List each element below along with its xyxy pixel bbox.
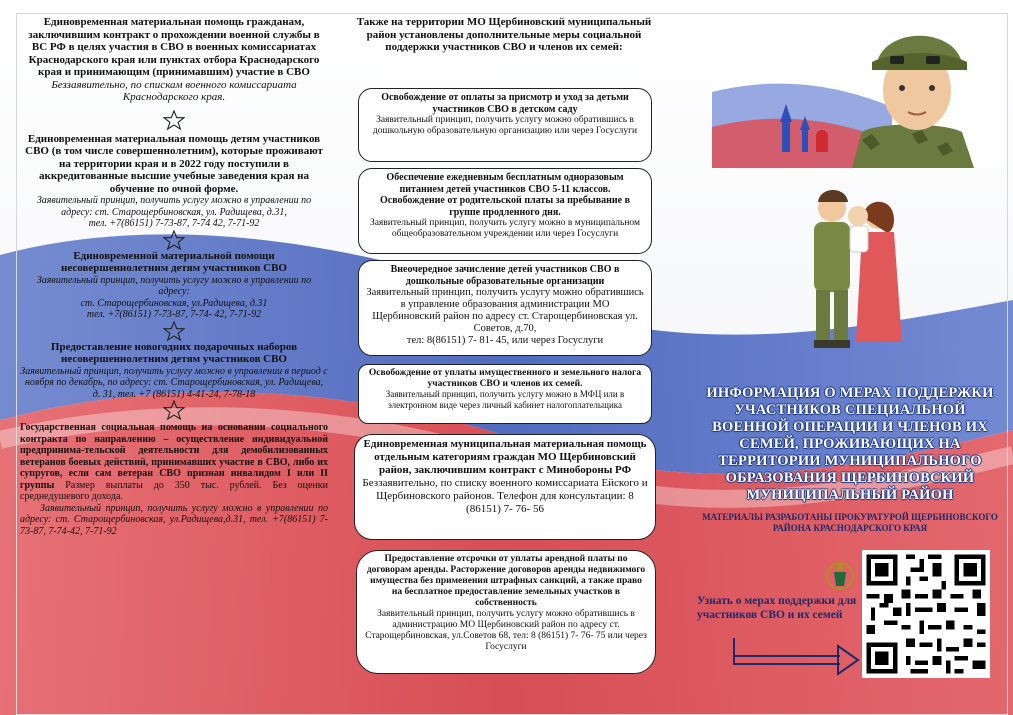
qr-code[interactable] [862, 550, 990, 678]
box6-title: Предоставление отсрочки от уплаты арендной платы по договорам аренды. Расторжение договоров аренды недвижимого имущества без применения штрафных санкций, а также право на бесплатное предоставление земельных участков в собственность [366, 554, 646, 608]
support-box-3 [358, 260, 652, 356]
box1-title: Освобождение от оплаты за присмотр и уход за детьми участников СВО в детском саду [381, 92, 629, 115]
block3-title: Единовременной материальной помощи несовершеннолетним детям участников СВО [61, 249, 287, 274]
block3-address: ст. Старощербиновская, ул.Радищева, д.31 [80, 297, 268, 309]
block2-note: Заявительный принцип, получить услугу можно в управлении по адресу: ст. Старощербиновская, ул. Радищева, д.31, [36, 195, 312, 218]
main-title: ИНФОРМАЦИЯ О МЕРАХ ПОДДЕРЖКИ УЧАСТНИКОВ СПЕЦИАЛЬНОЙ ВОЕННОЙ ОПЕРАЦИИ И ЧЛЕНОВ ИХ СЕМЕЙ, ПРОЖИВАЮЩИХ НА ТЕРРИТОРИИ МУНИЦИПАЛЬНОГО ОБРАЗОВАНИЯ ЩЕРБИНОВСКИЙ МУНИЦИПАЛЬНЫЙ РАЙОН [706, 385, 994, 503]
block3-note: Заявительный принцип, получить услугу можно в управлении по адресу: [36, 274, 312, 297]
block3-phone: тел. +7(86151) 7-73-87, 7-74- 42, 7-71-92 [86, 309, 262, 320]
box1-desc: Заявительный принцип, получить услугу можно обратившись в дошкольную образовательную организацию или через Госуслуги [372, 115, 638, 136]
box3-title: Внеочередное зачисление детей участников СВО в дошкольные образовательные организации [390, 264, 620, 287]
family-illustration [770, 172, 950, 352]
support-box-2 [358, 168, 652, 254]
star-icon [163, 400, 185, 420]
block5-text [20, 422, 328, 503]
box3-desc: Заявительный принцип, получить услугу можно обратившись в управление образования администрации МО Щербиновский район по адресу ст. Старощербиновская ул. Советов, д.70, [366, 287, 644, 334]
box3-phone: тел: 8(86151) 7- 81- 45, или через Госуслуги [406, 335, 604, 346]
column-2 [345, 16, 663, 54]
box5-desc: Беззаявительно, по списку военного комиссариата Ейского и Щербиновского районов. Телефон для консультации: 8 (86151) 7- 76- 56 [362, 477, 648, 515]
prosecutor-emblem-icon [824, 556, 856, 594]
star-icon [163, 230, 185, 250]
block1-title: Единовременная материальная помощь гражданам, заключившим контракт о прохождении военной службы в ВС РФ в целях участия в СВО в военных комиссариатах Краснодарского края или пунктах отбора Краснодарского края и принимающим (принимавшим) участие в СВО [28, 16, 320, 78]
support-box-5 [354, 434, 656, 540]
box2-desc: Заявительный принцип, получить услугу можно в муниципальном общеобразовательном учреждении или через Госуслуги [369, 218, 641, 239]
column-1 [20, 16, 328, 537]
block5-note: Заявительный принцип, получить услугу можно в управлении по адресу: ст. Старощербиновская, ул.Радищева,д.31, тел. +7(86151) 7-73-87, 7-74-42, 7-71-92 [20, 502, 328, 537]
support-box-6 [356, 550, 656, 674]
star-icon [163, 321, 185, 341]
star-icon [163, 110, 185, 130]
soldier-father-icon [814, 190, 850, 348]
support-box-1 [358, 88, 652, 162]
learn-more-text: Узнать о мерах поддержки для участников СВО и их семей [697, 595, 857, 621]
box4-desc: Заявительный принцип, получить услугу можно в МФЦ или в электронном виде через личный кабинет налогоплательщика [385, 389, 625, 410]
block2-phone: тел. +7(86151) 7-73-87, 7-74 42, 7-71-92 [88, 218, 260, 229]
box6-desc: Заявительный принцип, получить услугу можно обратившись в администрацию МО Щербиновский район по адресу ст. Старощербиновская, ул.Советов 68, тел: 8 (86151) 7- 76- 75 или через Госуслуги [365, 609, 647, 652]
box4-title: Освобождение от уплаты имущественного и земельного налога участников СВО и членов их семей. [368, 368, 642, 389]
child-figure-icon [848, 206, 868, 252]
column2-header: Также на территории МО Щербиновский муниципальный район установлены дополнительные меры социальной поддержки участников СВО и членов их семей: [356, 16, 652, 53]
box5-title: Единовременная муниципальная материальная помощь отдельным категориям граждан МО Щербиновский район, заключившим контракт с Минобороны РФ [363, 438, 647, 476]
block4-title: Предоставление новогодних подарочных наборов несовершеннолетним детям участников СВО [50, 340, 298, 365]
arrow-right-icon [730, 634, 862, 676]
support-box-4 [358, 364, 652, 424]
prosecutor-subtitle: МАТЕРИАЛЫ РАЗРАБОТАНЫ ПРОКУРАТУРОЙ ЩЕРБИНОВСКОГО РАЙОНА КРАСНОДАРСКОГО КРАЯ [702, 512, 998, 533]
block5-title-tail: Размер выплаты до 350 тыс. рублей. Без оценки среднедушевого дохода. [20, 479, 328, 502]
soldier-illustration [712, 22, 1004, 168]
block4-note: Заявительный принцип, получить услугу можно в управлении в период с ноября по декабрь, по адресу: ст. Старощербиновская, ул. Радищева, д. 31, тел. +7 (86151) 4-41-24, 7-78-18 [20, 365, 328, 400]
box2-title: Обеспечение ежедневным бесплатным одноразовым питанием детей участников СВО 5-11 классов. Освобождение от родительской платы за пребывание в группе продленного дня. [379, 172, 630, 218]
block5-title: Государственная социальная помощь на основании социального контракта по направлению – осуществление индивидуальной предпринима-тельской деятельности для демобилизованных ветеранов боевых действий, принимавших участие в СВО, либо их супругов, если сам ветеран СВО признан инвалидом I или II группы [20, 422, 328, 491]
block1-note: Беззаявительно, по спискам военного комиссариата Краснодарского края. [51, 78, 297, 103]
block2-title: Единовременная материальная помощь детям участников СВО (в том числе совершеннолетним), которые проживают на территории края и в 2022 году поступили в аккредитованные высшие учебные заведения края на обучение по очной форме. [25, 132, 323, 195]
